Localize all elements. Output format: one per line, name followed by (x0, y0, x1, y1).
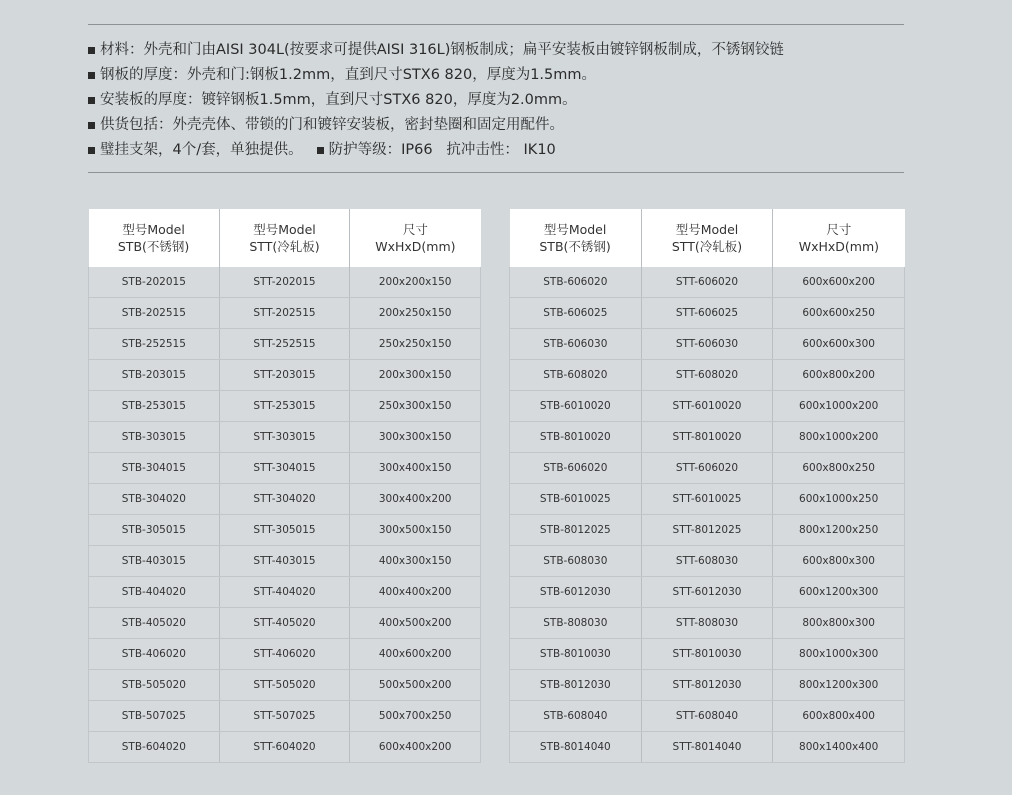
cell-dimensions: 600x800x250 (773, 453, 905, 484)
spec-line-steel-thickness (88, 63, 904, 88)
header-line: WxHxD(mm) (375, 239, 456, 254)
cell-stt-model: STT-6010020 (641, 391, 773, 422)
cell-stb-model: STB-604020 (89, 732, 220, 763)
table-row (89, 267, 481, 298)
table-row (510, 360, 905, 391)
header-stt-model (219, 209, 350, 267)
spec-text: 钢板的厚度：外壳和门:钢板1.2mm，直到尺寸STX6 820，厚度为1.5mm。 (100, 67, 597, 83)
cell-dimensions: 300x500x150 (350, 515, 481, 546)
cell-dimensions: 600x800x200 (773, 360, 905, 391)
cell-stt-model: STT-808030 (641, 608, 773, 639)
cell-dimensions: 400x500x200 (350, 608, 481, 639)
table-row (510, 298, 905, 329)
header-line: STB(不锈钢) (539, 239, 611, 254)
cell-stb-model: STB-606020 (510, 267, 642, 298)
cell-dimensions: 300x300x150 (350, 422, 481, 453)
header-line: 尺寸 (826, 222, 852, 237)
header-line: WxHxD(mm) (798, 239, 880, 254)
table-row (510, 701, 905, 732)
spec-line-supply (88, 113, 904, 138)
spec-text: 安装板的厚度：镀锌钢板1.5mm，直到尺寸STX6 820，厚度为2.0mm。 (100, 92, 577, 108)
header-line: 型号Model (122, 222, 185, 237)
table-body (510, 267, 905, 763)
cell-stt-model: STT-304015 (219, 453, 350, 484)
table-row (89, 360, 481, 391)
cell-stb-model: STB-6010020 (510, 391, 642, 422)
cell-stb-model: STB-203015 (89, 360, 220, 391)
spec-line-plate-thickness (88, 88, 904, 113)
table-row (89, 546, 481, 577)
cell-stt-model: STT-305015 (219, 515, 350, 546)
square-bullet-icon (88, 72, 95, 79)
header-line: 型号Model (253, 222, 316, 237)
header-dimensions (773, 209, 905, 267)
square-bullet-icon (88, 47, 95, 54)
table-row (510, 267, 905, 298)
cell-stt-model: STT-202015 (219, 267, 350, 298)
cell-stt-model: STT-404020 (219, 577, 350, 608)
cell-stb-model: STB-608020 (510, 360, 642, 391)
header-stt-model (641, 209, 773, 267)
cell-stt-model: STT-604020 (219, 732, 350, 763)
header-stb-model (89, 209, 220, 267)
cell-dimensions: 600x1000x200 (773, 391, 905, 422)
spec-list (88, 38, 904, 163)
table-row (510, 329, 905, 360)
cell-stt-model: STT-608040 (641, 701, 773, 732)
cell-stt-model: STT-6010025 (641, 484, 773, 515)
table-row (510, 515, 905, 546)
table-row (89, 670, 481, 701)
cell-stb-model: STB-8010020 (510, 422, 642, 453)
cell-stt-model: STT-505020 (219, 670, 350, 701)
cell-dimensions: 600x1200x300 (773, 577, 905, 608)
table-row (89, 453, 481, 484)
cell-stb-model: STB-252515 (89, 329, 220, 360)
table-row (510, 391, 905, 422)
model-table (88, 209, 481, 763)
model-table-left (88, 209, 481, 763)
model-table-right (509, 209, 905, 763)
cell-stt-model: STT-608020 (641, 360, 773, 391)
cell-stt-model: STT-406020 (219, 639, 350, 670)
cell-stb-model: STB-606025 (510, 298, 642, 329)
spec-text: 材料：外壳和门由AISI 304L(按要求可提供AISI 316L)钢板制成；扁平安装板由镀锌钢板制成，不锈钢铰链 (100, 42, 784, 58)
cell-stt-model: STT-608030 (641, 546, 773, 577)
cell-stt-model: STT-6012030 (641, 577, 773, 608)
cell-stb-model: STB-608030 (510, 546, 642, 577)
cell-dimensions: 800x1000x300 (773, 639, 905, 670)
cell-dimensions: 500x500x200 (350, 670, 481, 701)
cell-stt-model: STT-8012025 (641, 515, 773, 546)
bottom-divider (88, 172, 904, 173)
table-row (89, 639, 481, 670)
table-row (89, 577, 481, 608)
cell-dimensions: 200x300x150 (350, 360, 481, 391)
cell-stt-model: STT-606020 (641, 453, 773, 484)
table-header-row (510, 209, 905, 267)
table-row (89, 608, 481, 639)
header-line: STT(冷轧板) (671, 239, 743, 254)
header-line: 型号Model (543, 222, 607, 237)
model-table (509, 209, 905, 763)
cell-stt-model: STT-403015 (219, 546, 350, 577)
table-row (89, 298, 481, 329)
square-bullet-icon (88, 122, 95, 129)
cell-dimensions: 250x250x150 (350, 329, 481, 360)
cell-dimensions: 600x800x400 (773, 701, 905, 732)
table-header-row (89, 209, 481, 267)
cell-stt-model: STT-606025 (641, 298, 773, 329)
cell-dimensions: 800x1200x250 (773, 515, 905, 546)
spec-text: 璧挂支架，4个/套，单独提供。 (100, 142, 303, 158)
cell-stb-model: STB-8012030 (510, 670, 642, 701)
header-dimensions (350, 209, 481, 267)
cell-dimensions: 200x200x150 (350, 267, 481, 298)
cell-dimensions: 600x600x200 (773, 267, 905, 298)
cell-stt-model: STT-252515 (219, 329, 350, 360)
table-row (510, 546, 905, 577)
table-row (89, 484, 481, 515)
cell-stb-model: STB-606030 (510, 329, 642, 360)
cell-dimensions: 600x600x300 (773, 329, 905, 360)
table-row (510, 639, 905, 670)
cell-stb-model: STB-8014040 (510, 732, 642, 763)
cell-dimensions: 800x1200x300 (773, 670, 905, 701)
cell-stb-model: STB-404020 (89, 577, 220, 608)
cell-stt-model: STT-253015 (219, 391, 350, 422)
cell-stb-model: STB-253015 (89, 391, 220, 422)
table-body (89, 267, 481, 763)
table-row (510, 670, 905, 701)
cell-dimensions: 300x400x200 (350, 484, 481, 515)
cell-stb-model: STB-606020 (510, 453, 642, 484)
cell-dimensions: 300x400x150 (350, 453, 481, 484)
spec-line-material (88, 38, 904, 63)
cell-dimensions: 400x400x200 (350, 577, 481, 608)
cell-stt-model: STT-405020 (219, 608, 350, 639)
header-line: 尺寸 (402, 222, 428, 237)
table-row (89, 329, 481, 360)
table-row (89, 422, 481, 453)
header-line: STB(不锈钢) (117, 239, 190, 254)
cell-stt-model: STT-8012030 (641, 670, 773, 701)
cell-stt-model: STT-606020 (641, 267, 773, 298)
cell-stt-model: STT-8010030 (641, 639, 773, 670)
cell-stt-model: STT-203015 (219, 360, 350, 391)
cell-dimensions: 250x300x150 (350, 391, 481, 422)
cell-stb-model: STB-304015 (89, 453, 220, 484)
table-row (510, 608, 905, 639)
cell-dimensions: 200x250x150 (350, 298, 481, 329)
spec-line-mounting-protection (88, 138, 904, 163)
table-row (510, 484, 905, 515)
cell-dimensions: 400x300x150 (350, 546, 481, 577)
cell-stb-model: STB-808030 (510, 608, 642, 639)
cell-stb-model: STB-8010030 (510, 639, 642, 670)
header-line: STT(冷轧板) (249, 239, 320, 254)
square-bullet-icon (317, 147, 324, 154)
cell-stt-model: STT-304020 (219, 484, 350, 515)
cell-stb-model: STB-507025 (89, 701, 220, 732)
cell-stt-model: STT-8010020 (641, 422, 773, 453)
cell-stb-model: STB-608040 (510, 701, 642, 732)
cell-dimensions: 400x600x200 (350, 639, 481, 670)
cell-stb-model: STB-303015 (89, 422, 220, 453)
top-divider (88, 24, 904, 25)
cell-stb-model: STB-403015 (89, 546, 220, 577)
cell-stt-model: STT-8014040 (641, 732, 773, 763)
cell-dimensions: 500x700x250 (350, 701, 481, 732)
cell-stb-model: STB-202015 (89, 267, 220, 298)
cell-stb-model: STB-406020 (89, 639, 220, 670)
cell-dimensions: 600x400x200 (350, 732, 481, 763)
table-row (89, 515, 481, 546)
cell-stt-model: STT-202515 (219, 298, 350, 329)
cell-stb-model: STB-6010025 (510, 484, 642, 515)
cell-stt-model: STT-507025 (219, 701, 350, 732)
spec-text: 供货包括：外壳壳体、带锁的门和镀锌安装板，密封垫圈和固定用配件。 (100, 117, 564, 133)
cell-stt-model: STT-606030 (641, 329, 773, 360)
cell-stb-model: STB-8012025 (510, 515, 642, 546)
table-row (510, 422, 905, 453)
cell-dimensions: 600x800x300 (773, 546, 905, 577)
square-bullet-icon (88, 97, 95, 104)
table-row (510, 453, 905, 484)
cell-dimensions: 800x1400x400 (773, 732, 905, 763)
cell-stb-model: STB-305015 (89, 515, 220, 546)
square-bullet-icon (88, 147, 95, 154)
cell-dimensions: 800x800x300 (773, 608, 905, 639)
table-row (510, 732, 905, 763)
table-row (89, 701, 481, 732)
header-line: 型号Model (675, 222, 739, 237)
cell-stb-model: STB-304020 (89, 484, 220, 515)
table-row (89, 391, 481, 422)
cell-stt-model: STT-303015 (219, 422, 350, 453)
spec-text: 防护等级：IP66 抗冲击性： IK10 (328, 142, 556, 158)
header-stb-model (510, 209, 642, 267)
cell-dimensions: 600x600x250 (773, 298, 905, 329)
table-row (89, 732, 481, 763)
cell-stb-model: STB-202515 (89, 298, 220, 329)
cell-stb-model: STB-505020 (89, 670, 220, 701)
cell-stb-model: STB-6012030 (510, 577, 642, 608)
table-row (510, 577, 905, 608)
cell-dimensions: 600x1000x250 (773, 484, 905, 515)
cell-dimensions: 800x1000x200 (773, 422, 905, 453)
cell-stb-model: STB-405020 (89, 608, 220, 639)
